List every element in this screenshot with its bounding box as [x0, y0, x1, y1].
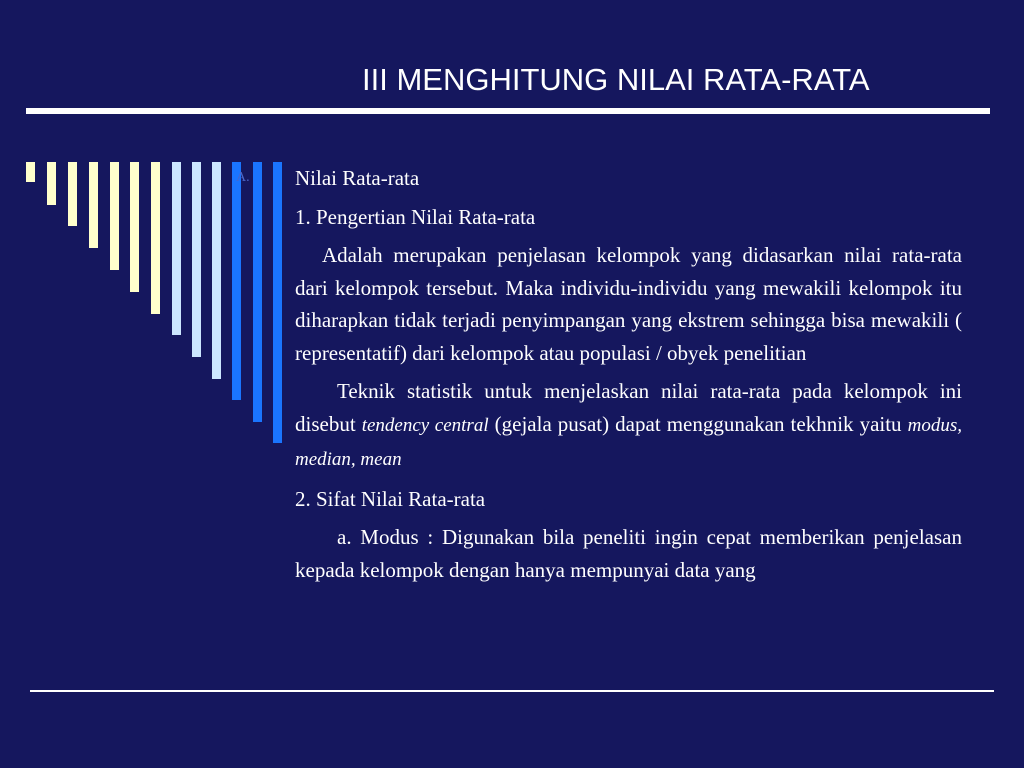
italic-methods: modus, median, mean — [295, 414, 962, 470]
subsection-heading: 2. Sifat Nilai Rata-rata — [295, 486, 486, 511]
decor-bar — [273, 162, 282, 443]
decor-bar — [89, 162, 98, 248]
decor-bar — [110, 162, 119, 270]
decor-bar — [26, 162, 35, 182]
decor-bar — [253, 162, 262, 422]
decor-bar — [232, 162, 241, 400]
decor-bar — [68, 162, 77, 226]
paragraph — [295, 375, 962, 477]
decor-bar — [172, 162, 181, 335]
slide-title: III MENGHITUNG NILAI RATA-RATA — [362, 62, 870, 97]
paragraph: Adalah merupakan penjelasan kelompok yang didasarkan nilai rata-rata dari kelompok tersebut. Maka individu-individu yang mewakili kelompok itu diharapkan tidak terjadi penyimpangan yang ekstrem sehingga bisa mewakili ( representatif) dari kelompok atau populasi / obyek penelitian — [295, 243, 962, 365]
subsection-heading: 1. Pengertian Nilai Rata-rata — [295, 204, 536, 229]
footer-divider — [30, 690, 994, 692]
decor-bar — [47, 162, 56, 205]
decor-bar — [130, 162, 139, 292]
title-divider — [26, 108, 990, 114]
section-heading: Nilai Rata-rata — [295, 166, 420, 190]
decor-bar — [192, 162, 201, 357]
decor-bar — [151, 162, 160, 314]
text-span: Teknik statistik untuk menjelaskan nilai rata-rata pada kelompok ini disebut — [295, 379, 962, 436]
text-span: (gejala pusat) dapat menggunakan tekhnik yaitu — [488, 411, 908, 436]
decor-bar — [212, 162, 221, 379]
paragraph: a. Modus : Digunakan bila peneliti ingin cepat memberikan penjelasan kepada kelompok dengan hanya mempunyai data yang — [295, 525, 962, 582]
italic-term: tendency central — [361, 414, 489, 436]
slide-content — [295, 162, 962, 592]
bullet-letter: A. — [236, 170, 250, 185]
